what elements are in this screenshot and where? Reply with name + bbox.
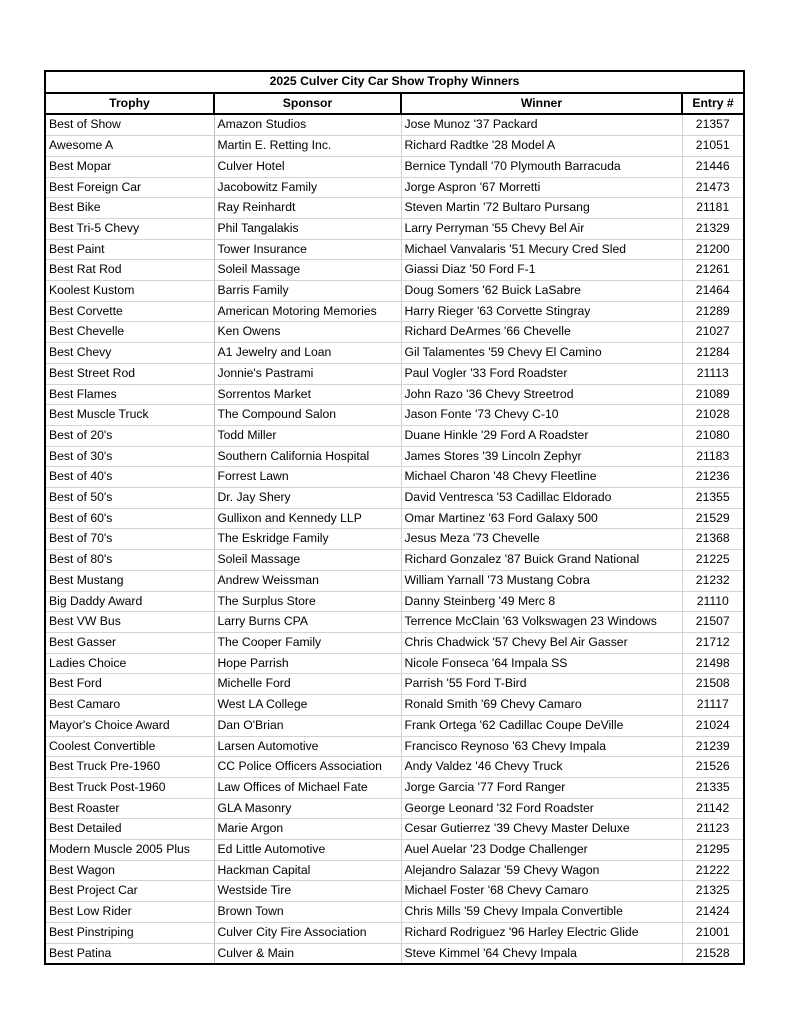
sponsor-cell: Law Offices of Michael Fate <box>214 777 401 798</box>
table-row <box>46 198 743 219</box>
trophy-cell: Ladies Choice <box>46 653 214 674</box>
table-row <box>46 446 743 467</box>
trophy-cell: Koolest Kustom <box>46 281 214 302</box>
trophy-cell: Best Tri-5 Chevy <box>46 218 214 239</box>
winner-cell: Doug Somers '62 Buick LaSabre <box>401 281 682 302</box>
entry-cell: 21080 <box>682 425 743 446</box>
table-row <box>46 922 743 943</box>
entry-cell: 21325 <box>682 881 743 902</box>
table-row <box>46 591 743 612</box>
sponsor-cell: Dr. Jay Shery <box>214 488 401 509</box>
table-row <box>46 819 743 840</box>
trophy-cell: Best Mopar <box>46 156 214 177</box>
table-row <box>46 508 743 529</box>
winner-cell: Ronald Smith '69 Chevy Camaro <box>401 695 682 716</box>
entry-cell: 21508 <box>682 674 743 695</box>
entry-cell: 21329 <box>682 218 743 239</box>
column-header-entry: Entry # <box>682 93 743 115</box>
trophy-cell: Best Chevy <box>46 343 214 364</box>
entry-cell: 21368 <box>682 529 743 550</box>
sponsor-cell: Ken Owens <box>214 322 401 343</box>
sponsor-cell: Phil Tangalakis <box>214 218 401 239</box>
table-row <box>46 653 743 674</box>
sponsor-cell: Soleil Massage <box>214 260 401 281</box>
sponsor-cell: A1 Jewelry and Loan <box>214 343 401 364</box>
trophy-cell: Awesome A <box>46 136 214 157</box>
winner-cell: Jose Munoz '37 Packard <box>401 114 682 135</box>
table-body <box>46 114 743 963</box>
sponsor-cell: Westside Tire <box>214 881 401 902</box>
winner-cell: George Leonard '32 Ford Roadster <box>401 798 682 819</box>
sponsor-cell: Ray Reinhardt <box>214 198 401 219</box>
trophy-cell: Big Daddy Award <box>46 591 214 612</box>
winner-cell: Auel Auelar '23 Dodge Challenger <box>401 840 682 861</box>
table-row <box>46 674 743 695</box>
sponsor-cell: American Motoring Memories <box>214 301 401 322</box>
winner-cell: Omar Martinez '63 Ford Galaxy 500 <box>401 508 682 529</box>
trophy-cell: Best of 70's <box>46 529 214 550</box>
entry-cell: 21225 <box>682 550 743 571</box>
winner-cell: Larry Perryman '55 Chevy Bel Air <box>401 218 682 239</box>
trophy-cell: Best Bike <box>46 198 214 219</box>
winner-cell: John Razo '36 Chevy Streetrod <box>401 384 682 405</box>
sponsor-cell: Sorrentos Market <box>214 384 401 405</box>
table-row <box>46 114 743 135</box>
winner-cell: Andy Valdez '46 Chevy Truck <box>401 757 682 778</box>
entry-cell: 21222 <box>682 860 743 881</box>
winner-cell: Jorge Garcia '77 Ford Ranger <box>401 777 682 798</box>
sponsor-cell: Martin E. Retting Inc. <box>214 136 401 157</box>
sponsor-cell: Hope Parrish <box>214 653 401 674</box>
entry-cell: 21232 <box>682 570 743 591</box>
trophy-cell: Best of 40's <box>46 467 214 488</box>
trophy-cell: Best Detailed <box>46 819 214 840</box>
sponsor-cell: CC Police Officers Association <box>214 757 401 778</box>
table-row <box>46 860 743 881</box>
sponsor-cell: Forrest Lawn <box>214 467 401 488</box>
table-row <box>46 384 743 405</box>
table-row <box>46 467 743 488</box>
sponsor-cell: Larry Burns CPA <box>214 612 401 633</box>
entry-cell: 21200 <box>682 239 743 260</box>
table-row <box>46 715 743 736</box>
winner-cell: William Yarnall '73 Mustang Cobra <box>401 570 682 591</box>
entry-cell: 21507 <box>682 612 743 633</box>
table-row <box>46 239 743 260</box>
sponsor-cell: Barris Family <box>214 281 401 302</box>
entry-cell: 21089 <box>682 384 743 405</box>
table-row <box>46 943 743 963</box>
trophy-cell: Best of Show <box>46 114 214 135</box>
winner-cell: Gil Talamentes '59 Chevy El Camino <box>401 343 682 364</box>
table-row <box>46 425 743 446</box>
entry-cell: 21295 <box>682 840 743 861</box>
trophy-cell: Best of 80's <box>46 550 214 571</box>
entry-cell: 21289 <box>682 301 743 322</box>
sponsor-cell: Michelle Ford <box>214 674 401 695</box>
trophy-cell: Best Patina <box>46 943 214 963</box>
trophy-cell: Best Roaster <box>46 798 214 819</box>
sponsor-cell: Culver & Main <box>214 943 401 963</box>
trophy-cell: Modern Muscle 2005 Plus <box>46 840 214 861</box>
trophy-cell: Best Foreign Car <box>46 177 214 198</box>
winner-cell: Jorge Aspron '67 Morretti <box>401 177 682 198</box>
winner-cell: Chris Mills '59 Chevy Impala Convertible <box>401 902 682 923</box>
table-row <box>46 405 743 426</box>
sponsor-cell: GLA Masonry <box>214 798 401 819</box>
winner-cell: Michael Vanvalaris '51 Mecury Cred Sled <box>401 239 682 260</box>
trophy-cell: Best VW Bus <box>46 612 214 633</box>
trophy-cell: Best Wagon <box>46 860 214 881</box>
table-row <box>46 757 743 778</box>
entry-cell: 21027 <box>682 322 743 343</box>
winner-cell: Michael Foster '68 Chevy Camaro <box>401 881 682 902</box>
entry-cell: 21024 <box>682 715 743 736</box>
trophy-cell: Best Mustang <box>46 570 214 591</box>
winner-cell: Parrish '55 Ford T-Bird <box>401 674 682 695</box>
winner-cell: Michael Charon '48 Chevy Fleetline <box>401 467 682 488</box>
sponsor-cell: Southern California Hospital <box>214 446 401 467</box>
entry-cell: 21464 <box>682 281 743 302</box>
entry-cell: 21051 <box>682 136 743 157</box>
table-row <box>46 902 743 923</box>
sponsor-cell: Brown Town <box>214 902 401 923</box>
entry-cell: 21261 <box>682 260 743 281</box>
table-row <box>46 529 743 550</box>
sponsor-cell: Culver City Fire Association <box>214 922 401 943</box>
entry-cell: 21498 <box>682 653 743 674</box>
trophy-cell: Coolest Convertible <box>46 736 214 757</box>
table-title: 2025 Culver City Car Show Trophy Winners <box>46 72 743 93</box>
entry-cell: 21446 <box>682 156 743 177</box>
sponsor-cell: Amazon Studios <box>214 114 401 135</box>
winner-cell: Richard DeArmes '66 Chevelle <box>401 322 682 343</box>
table-row <box>46 136 743 157</box>
table-row <box>46 177 743 198</box>
winner-cell: Richard Radtke '28 Model A <box>401 136 682 157</box>
sponsor-cell: Gullixon and Kennedy LLP <box>214 508 401 529</box>
winner-cell: Bernice Tyndall '70 Plymouth Barracuda <box>401 156 682 177</box>
winner-cell: Danny Steinberg '49 Merc 8 <box>401 591 682 612</box>
trophy-cell: Best Muscle Truck <box>46 405 214 426</box>
entry-cell: 21712 <box>682 632 743 653</box>
entry-cell: 21142 <box>682 798 743 819</box>
table-row <box>46 570 743 591</box>
trophy-cell: Best Paint <box>46 239 214 260</box>
table-row <box>46 218 743 239</box>
entry-cell: 21028 <box>682 405 743 426</box>
winner-cell: Jesus Meza '73 Chevelle <box>401 529 682 550</box>
sponsor-cell: Culver Hotel <box>214 156 401 177</box>
entry-cell: 21357 <box>682 114 743 135</box>
entry-cell: 21529 <box>682 508 743 529</box>
entry-cell: 21113 <box>682 363 743 384</box>
sponsor-cell: The Eskridge Family <box>214 529 401 550</box>
sponsor-cell: Andrew Weissman <box>214 570 401 591</box>
entry-cell: 21181 <box>682 198 743 219</box>
table-row <box>46 343 743 364</box>
winner-cell: Alejandro Salazar '59 Chevy Wagon <box>401 860 682 881</box>
winner-cell: Steven Martin '72 Bultaro Pursang <box>401 198 682 219</box>
table-row <box>46 260 743 281</box>
sponsor-cell: Tower Insurance <box>214 239 401 260</box>
winner-cell: Jason Fonte '73 Chevy C-10 <box>401 405 682 426</box>
sponsor-cell: Jacobowitz Family <box>214 177 401 198</box>
trophy-cell: Best Corvette <box>46 301 214 322</box>
winner-cell: Steve Kimmel '64 Chevy Impala <box>401 943 682 963</box>
trophy-cell: Best of 60's <box>46 508 214 529</box>
sponsor-cell: The Cooper Family <box>214 632 401 653</box>
winner-cell: Duane Hinkle '29 Ford A Roadster <box>401 425 682 446</box>
sponsor-cell: Hackman Capital <box>214 860 401 881</box>
winner-cell: Paul Vogler '33 Ford Roadster <box>401 363 682 384</box>
table-row <box>46 281 743 302</box>
trophy-cell: Best Low Rider <box>46 902 214 923</box>
winner-cell: Richard Rodriguez '96 Harley Electric Glide <box>401 922 682 943</box>
table-row <box>46 612 743 633</box>
table-row <box>46 840 743 861</box>
sponsor-cell: Ed Little Automotive <box>214 840 401 861</box>
trophy-cell: Best Flames <box>46 384 214 405</box>
entry-cell: 21001 <box>682 922 743 943</box>
table-row <box>46 798 743 819</box>
entry-cell: 21123 <box>682 819 743 840</box>
entry-cell: 21239 <box>682 736 743 757</box>
trophy-cell: Best Project Car <box>46 881 214 902</box>
entry-cell: 21110 <box>682 591 743 612</box>
table-row <box>46 363 743 384</box>
entry-cell: 21335 <box>682 777 743 798</box>
entry-cell: 21424 <box>682 902 743 923</box>
table-row <box>46 695 743 716</box>
winner-cell: Giassi Diaz '50 Ford F-1 <box>401 260 682 281</box>
table-row <box>46 550 743 571</box>
sponsor-cell: West LA College <box>214 695 401 716</box>
trophy-winners-table <box>44 70 745 965</box>
winner-cell: David Ventresca '53 Cadillac Eldorado <box>401 488 682 509</box>
winner-cell: James Stores '39 Lincoln Zephyr <box>401 446 682 467</box>
table-row <box>46 881 743 902</box>
trophy-cell: Best Pinstriping <box>46 922 214 943</box>
trophy-cell: Best of 50's <box>46 488 214 509</box>
entry-cell: 21117 <box>682 695 743 716</box>
sponsor-cell: The Surplus Store <box>214 591 401 612</box>
entry-cell: 21528 <box>695 945 730 960</box>
trophy-cell: Mayor's Choice Award <box>46 715 214 736</box>
trophy-cell: Best Ford <box>46 674 214 695</box>
entry-cell: 21284 <box>682 343 743 364</box>
entry-cell: 21236 <box>682 467 743 488</box>
table-row <box>46 632 743 653</box>
table-row <box>46 736 743 757</box>
sponsor-cell: Larsen Automotive <box>214 736 401 757</box>
column-header-sponsor: Sponsor <box>214 93 401 115</box>
sponsor-cell: Todd Miller <box>214 425 401 446</box>
table-row <box>46 777 743 798</box>
trophy-cell: Best Street Rod <box>46 363 214 384</box>
sponsor-cell: Marie Argon <box>214 819 401 840</box>
entry-cell: 21355 <box>682 488 743 509</box>
entry-cell: 21183 <box>682 446 743 467</box>
table-row <box>46 488 743 509</box>
table-row <box>46 301 743 322</box>
sponsor-cell: Dan O'Brian <box>214 715 401 736</box>
winner-cell: Nicole Fonseca '64 Impala SS <box>401 653 682 674</box>
winner-cell: Terrence McClain '63 Volkswagen 23 Windows <box>401 612 682 633</box>
sponsor-cell: Jonnie's Pastrami <box>214 363 401 384</box>
column-header-trophy: Trophy <box>46 93 214 115</box>
winner-cell: Chris Chadwick '57 Chevy Bel Air Gasser <box>401 632 682 653</box>
trophy-cell: Best of 20's <box>46 425 214 446</box>
winner-cell: Francisco Reynoso '63 Chevy Impala <box>401 736 682 757</box>
winner-cell: Frank Ortega '62 Cadillac Coupe DeVille <box>401 715 682 736</box>
sponsor-cell: Soleil Massage <box>214 550 401 571</box>
table-row <box>46 322 743 343</box>
sponsor-cell: The Compound Salon <box>214 405 401 426</box>
winner-cell: Harry Rieger '63 Corvette Stingray <box>401 301 682 322</box>
entry-cell: 21526 <box>682 757 743 778</box>
trophy-cell: Best Truck Post-1960 <box>46 777 214 798</box>
trophy-cell: Best Chevelle <box>46 322 214 343</box>
trophy-cell: Best Gasser <box>46 632 214 653</box>
trophy-cell: Best Camaro <box>46 695 214 716</box>
trophy-cell: Best of 30's <box>46 446 214 467</box>
entry-cell: 21473 <box>682 177 743 198</box>
trophy-cell: Best Truck Pre-1960 <box>46 757 214 778</box>
winner-cell: Cesar Gutierrez '39 Chevy Master Deluxe <box>401 819 682 840</box>
winner-cell: Richard Gonzalez '87 Buick Grand National <box>401 550 682 571</box>
table-row <box>46 156 743 177</box>
trophy-cell: Best Rat Rod <box>46 260 214 281</box>
column-header-winner: Winner <box>401 93 682 115</box>
